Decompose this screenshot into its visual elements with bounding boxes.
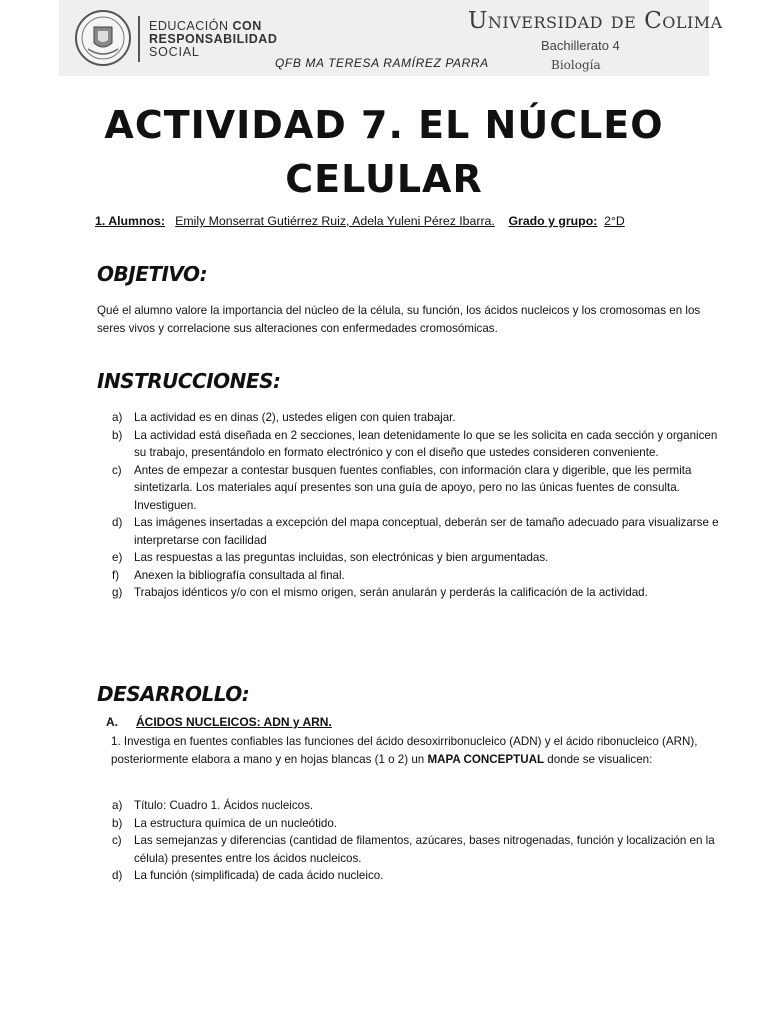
desarrollo-list <box>112 797 722 885</box>
students-line: 1. Alumnos: Emily Monserrat Gutiérrez Ruiz, Adela Yuleni Pérez Ibarra. Grado y grupo: 2°D <box>95 214 625 228</box>
list-item: a) La actividad es en dinas (2), ustedes eligen con quien trabajar. <box>112 411 456 424</box>
list-item: c) Antes de empezar a contestar busquen fuentes confiables, con información clara y digerible, que les permita sintetizarla. Los materiales aquí presentes son una guía de apoyo, pero no las únicas fuentes de consulta. Investiguen. <box>112 463 692 512</box>
section-a-title: A. ÁCIDOS NUCLEICOS: ADN y ARN. <box>106 715 332 729</box>
subject-label: Biología <box>551 58 601 72</box>
list-item: b) La estructura química de un nucleótido. <box>112 816 338 830</box>
university-seal-icon <box>74 9 132 67</box>
instrucciones-list <box>112 409 722 602</box>
list-item: d) La función (simplificada) de cada ácido nucleico. <box>112 869 384 882</box>
list-item: b) La actividad está diseñada en 2 secciones, lean detenidamente lo que se les solicita en cada sección y organicen su trabajo, presentándolo en formato electrónico y con el diseño que ustedes consideren conveniente. <box>112 428 718 459</box>
instrucciones-heading: INSTRUCCIONES: <box>97 369 281 393</box>
edu-slogan: EDUCACIÓN CON RESPONSABILIDAD SOCIAL <box>149 19 278 59</box>
list-item: c) Las semejanzas y diferencias (cantidad de filamentos, azúcares, bases nitrogenadas, función y localización en la célula) presentes entre los ácidos nucleicos. <box>112 834 715 865</box>
teacher-name: QFB MA TERESA RAMÍREZ PARRA <box>275 56 489 70</box>
university-name: Universidad de Colima <box>468 8 723 34</box>
list-item: f) Anexen la bibliografía consultada al final. <box>112 568 345 582</box>
objetivo-text: Qué el alumno valore la importancia del núcleo de la célula, su función, los ácidos nucleicos y los cromosomas en los seres vivos y correlacione sus alteraciones con enfermedades cromosómicas. <box>97 304 701 335</box>
list-item: d) Las imágenes insertadas a excepción del mapa conceptual, deberán ser de tamaño adecuado para visualizarse e interpretarse con facilidad <box>112 516 719 547</box>
objetivo-heading: OBJETIVO: <box>97 262 208 286</box>
page-title: ACTIVIDAD 7. EL NÚCLEO CELULAR <box>104 103 664 201</box>
list-item: a) Título: Cuadro 1. Ácidos nucleicos. <box>112 799 314 812</box>
list-item: g) Trabajos idénticos y/o con el mismo origen, serán anularán y perderás la calificación de la actividad. <box>112 586 648 599</box>
list-item: e) Las respuestas a las preguntas incluidas, son electrónicas y bien argumentadas. <box>112 551 549 564</box>
header-divider <box>138 16 140 62</box>
desarrollo-intro: 1. Investiga en fuentes confiables las funciones del ácido desoxirribonucleico (ADN) y el ácido ribonucleico (ARN), posteriormente elabora a mano y en hojas blancas (1 o 2) un MAPA CONCEPTUAL donde se visualicen: <box>111 735 698 766</box>
desarrollo-heading: DESARROLLO: <box>97 682 250 706</box>
bachillerato-label: Bachillerato 4 <box>541 38 620 53</box>
